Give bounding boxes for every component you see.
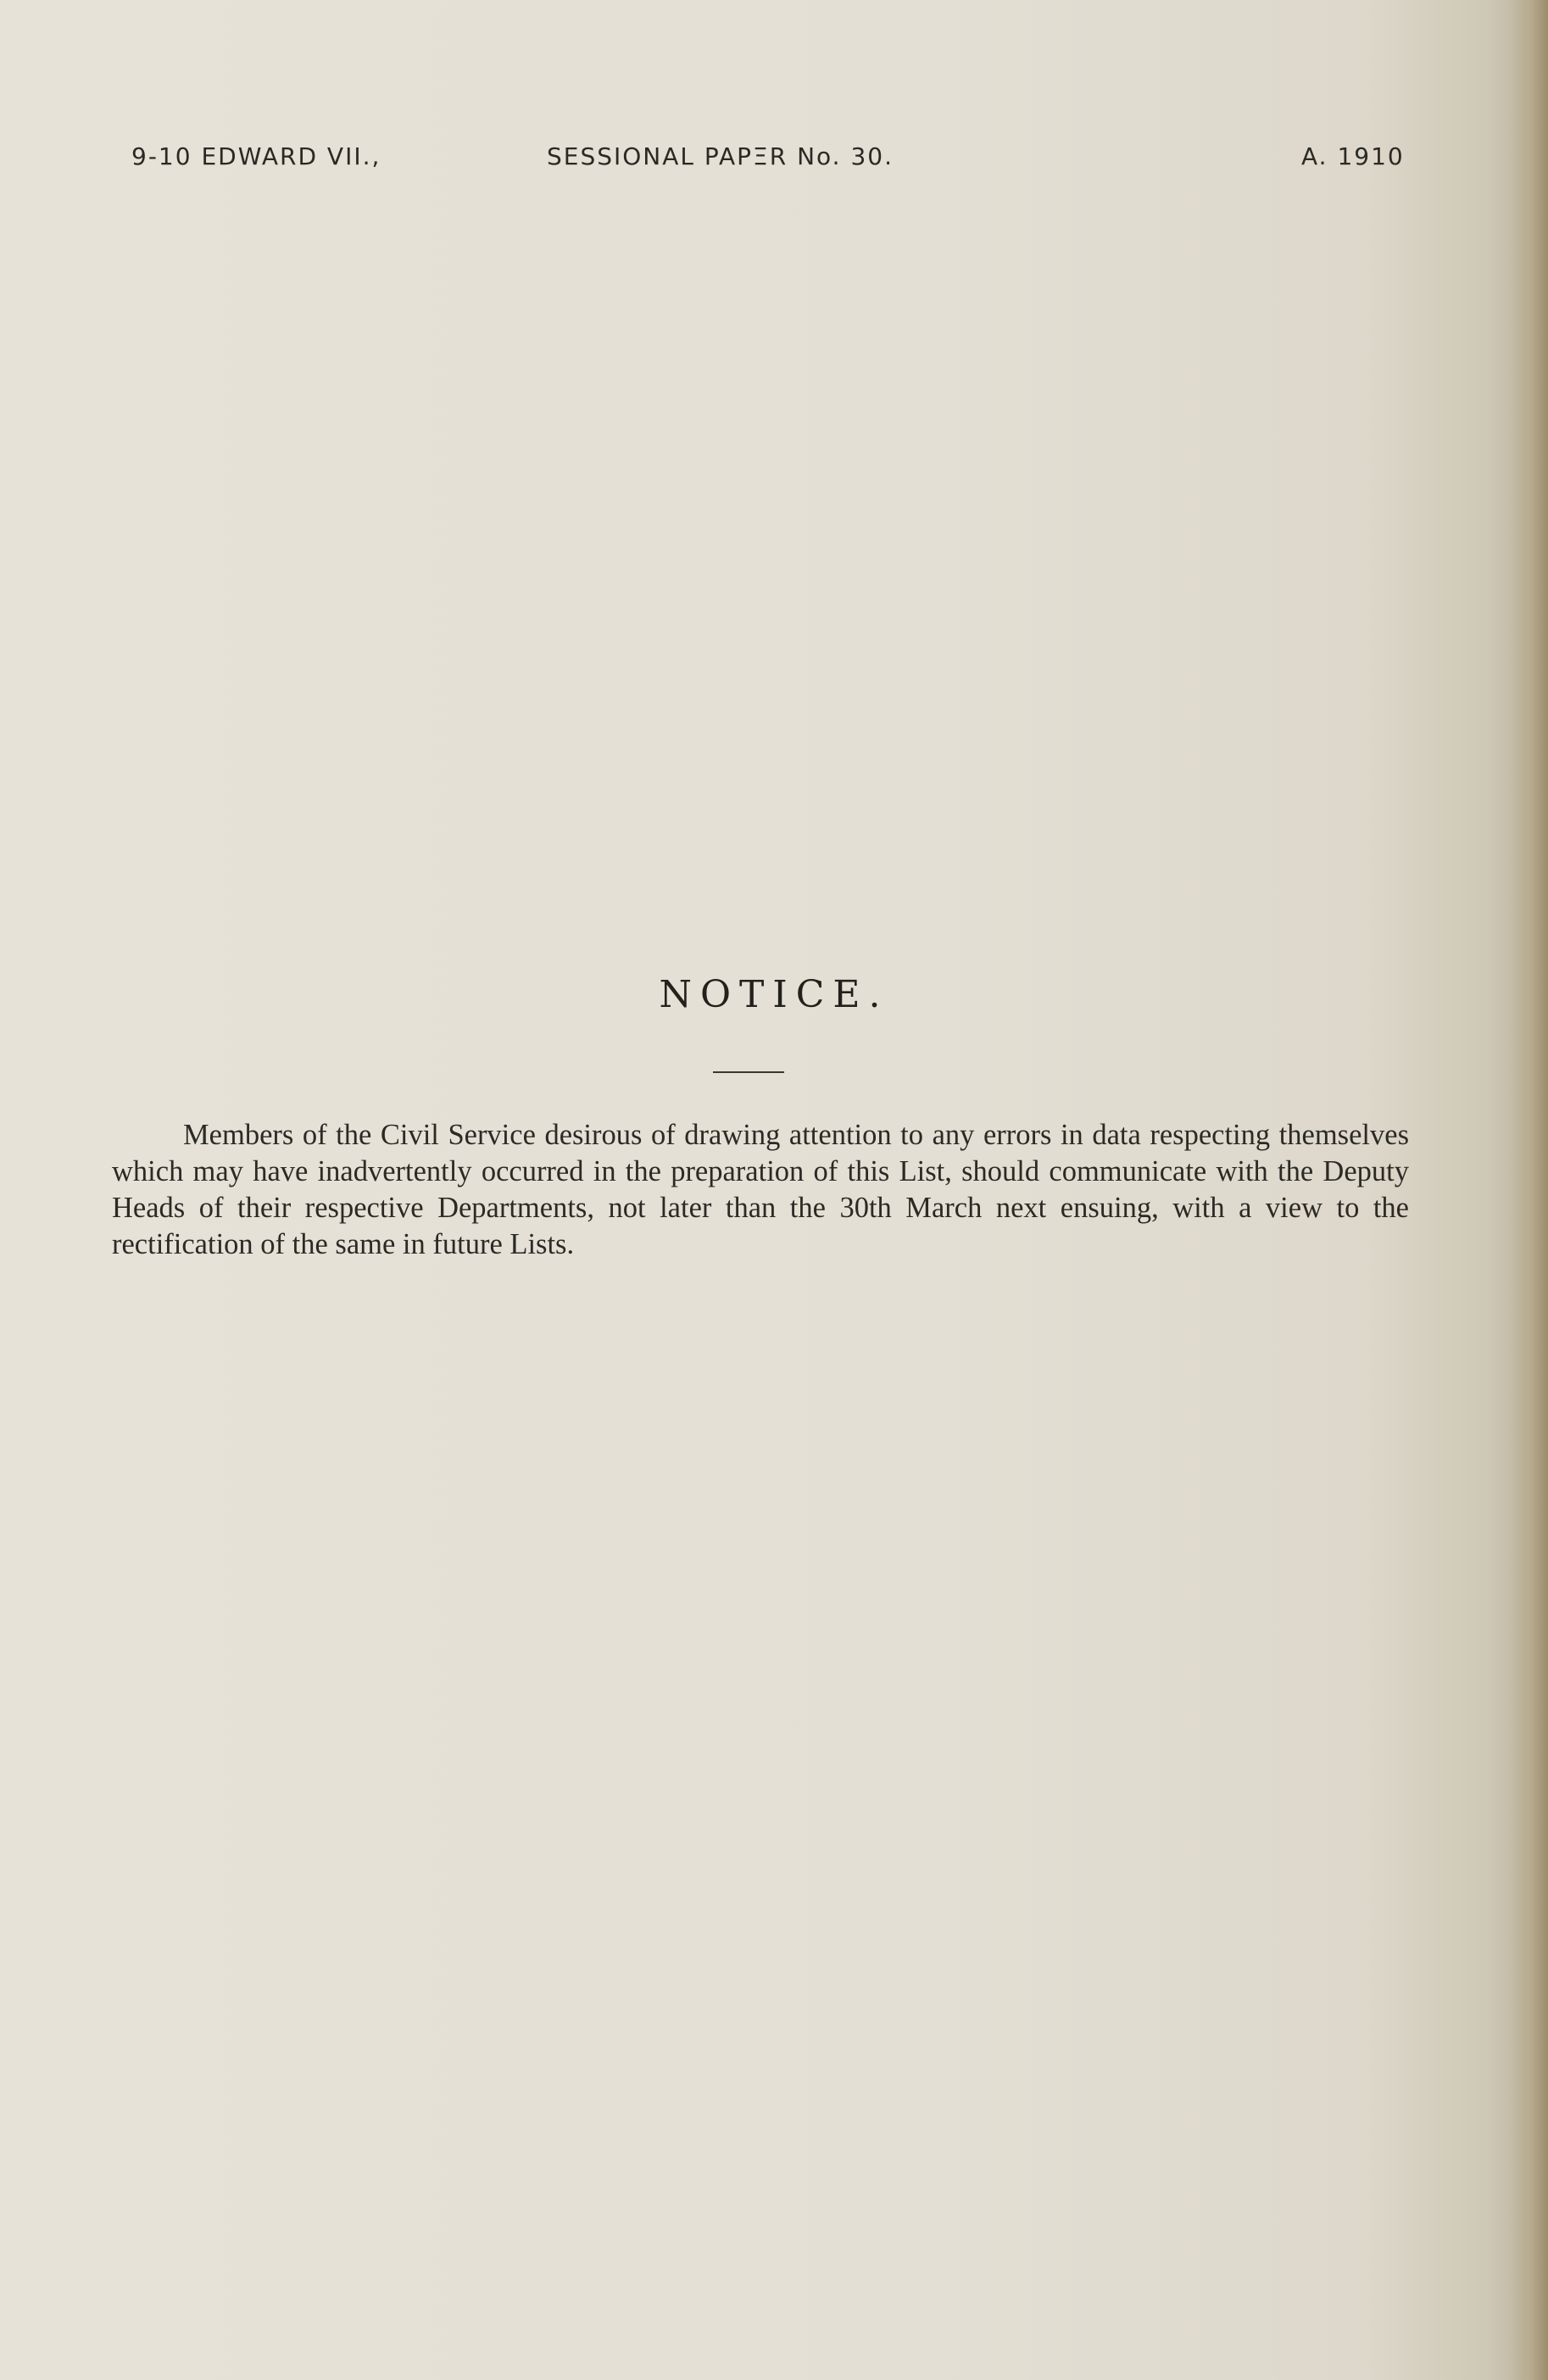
notice-body: Members of the Civil Service desirous of drawing attention to any errors in data respecting themselves which may have inadvertently occurred in the preparation of this List, should communicate with the Deputy Heads of their respective Departments, not later than the 30th March next ensuing, with a view to the rectification of the same in future Lists. xyxy=(112,1119,1409,1260)
notice-title: NOTICE. xyxy=(659,973,889,1016)
running-head-left: 9-10 EDWARD VII., xyxy=(131,142,381,170)
running-head xyxy=(0,142,1548,176)
running-head-center: SESSIONAL PAPΞR No. 30. xyxy=(547,142,894,170)
running-head-right: A. 1910 xyxy=(1301,142,1405,170)
title-rule xyxy=(713,1071,784,1073)
page-edge-shadow xyxy=(1511,0,1548,2380)
